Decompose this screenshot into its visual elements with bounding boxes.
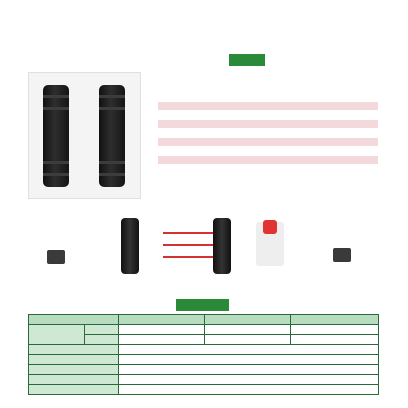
outdoor-value — [205, 325, 291, 335]
feature-line — [158, 129, 378, 137]
sensor-image-right — [99, 85, 125, 187]
table-row — [29, 385, 379, 395]
feature-line — [158, 102, 378, 110]
table-row — [29, 315, 379, 325]
feature-line — [158, 75, 378, 83]
feature-line — [158, 156, 378, 164]
row-value — [119, 385, 379, 395]
receiver-label — [203, 206, 243, 214]
feature-line — [158, 93, 378, 101]
siren-lamp-icon — [263, 220, 277, 234]
adapter-label-right — [317, 224, 375, 232]
model-label — [29, 315, 119, 325]
row-value — [119, 345, 379, 355]
feature-line — [158, 138, 378, 146]
row-label — [29, 365, 119, 375]
spec-badge — [176, 299, 229, 311]
features-badge — [229, 54, 265, 66]
page-subtitle — [28, 44, 178, 53]
adapter-icon — [333, 248, 351, 262]
indoor-value — [291, 335, 379, 345]
transmitter-label — [111, 206, 151, 214]
row-label — [29, 385, 119, 395]
adapter-label-left — [33, 230, 79, 238]
wiring-diagram — [27, 204, 377, 282]
table-row — [29, 325, 379, 335]
row-label — [29, 345, 119, 355]
row-label — [29, 375, 119, 385]
sensor-image-left — [43, 85, 69, 187]
model-name — [205, 315, 291, 325]
transmitter-icon — [121, 218, 139, 274]
outdoor-label — [85, 325, 119, 335]
range-label — [29, 325, 85, 345]
feature-line — [158, 111, 378, 119]
table-row — [29, 355, 379, 365]
outdoor-value — [291, 325, 379, 335]
spec-badge-label — [178, 301, 227, 309]
feature-line — [158, 147, 378, 155]
beam-label — [151, 214, 211, 222]
indoor-label — [85, 335, 119, 345]
feature-line — [158, 165, 378, 173]
row-value — [119, 355, 379, 365]
row-value — [119, 375, 379, 385]
spec-table — [28, 314, 378, 406]
features-badge-label — [231, 56, 263, 64]
model-name — [291, 315, 379, 325]
feature-line — [158, 84, 378, 92]
feature-line — [158, 174, 378, 182]
table-row — [29, 365, 379, 375]
feature-line — [158, 120, 378, 128]
adapter-icon — [47, 250, 65, 264]
row-label — [29, 355, 119, 365]
outdoor-value — [119, 325, 205, 335]
table-row — [29, 375, 379, 385]
indoor-value — [119, 335, 205, 345]
page-title — [35, 13, 185, 22]
model-name — [119, 315, 205, 325]
table-row — [29, 345, 379, 355]
indoor-value — [205, 335, 291, 345]
receiver-icon — [213, 218, 231, 274]
product-photo — [28, 72, 141, 199]
siren-label — [249, 214, 319, 222]
row-value — [119, 365, 379, 375]
wiring-label — [35, 206, 95, 214]
